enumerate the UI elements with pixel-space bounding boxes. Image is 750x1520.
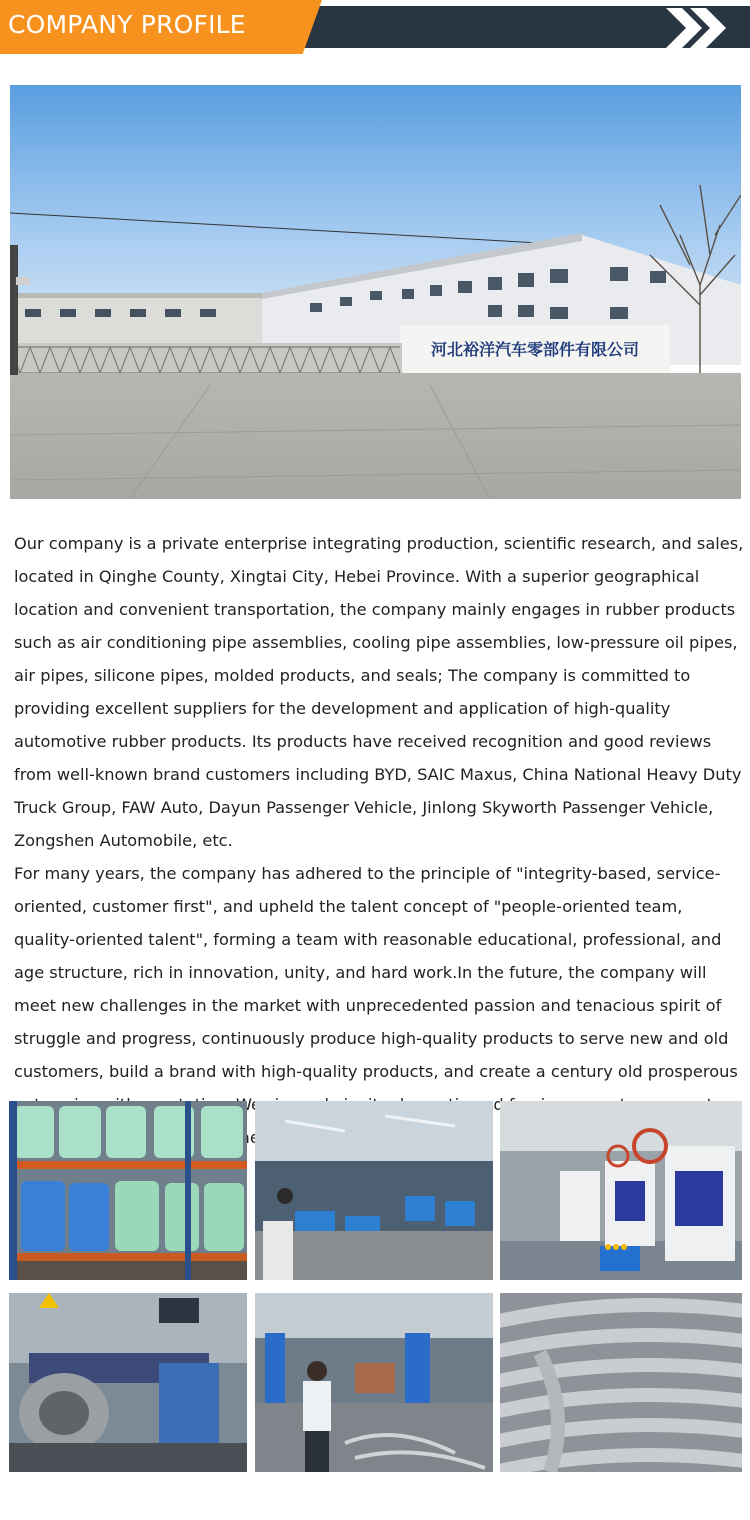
gallery-photo-production-line xyxy=(500,1101,742,1280)
gallery-photo-hose-coils xyxy=(500,1293,742,1472)
double-chevron-right-icon xyxy=(664,8,734,48)
profile-paragraph-1: Our company is a private enterprise integrating production, scientific research, and sales, located in Qinghe County, Xingtai City, Hebei Province. With a superior geographical location and convenient transportation, the company mainly engages in rubber products such as air conditioning pipe assemblies, cooling pipe assemblies, low-pressure oil pipes, air pipes, silicone pipes, molded products, and seals; The company is committed to providing excellent suppliers for the development and application of high-quality automotive rubber products. Its products have received recognition and good reviews from well-known brand customers including BYD, SAIC Maxus, China National Heavy Duty Truck Group, FAW Auto, Dayun Passenger Vehicle, Jinlong Skyworth Passenger Vehicle, Zongshen Automobile, etc. xyxy=(14,534,744,850)
section-header xyxy=(0,0,750,56)
profile-paragraph-2: For many years, the company has adhered to the principle of "integrity-based, service-oriented, customer first", and upheld the talent concept of "people-oriented team, quality-oriented talent", forming a team with reasonable educational, professional, and age structure, rich in innovation, unity, and hard work.In the future, the company will meet new challenges in the market with unprecedented passion and tenacious spirit of struggle and progress, continuously produce high-quality products to serve new and old customers, build a brand with high-quality products, and create a century old prosperous We xyxy=(14,864,738,1114)
section-title: COMPANY PROFILE xyxy=(8,10,246,39)
company-profile-text xyxy=(14,527,744,1154)
company-sign-text: 河北裕洋汽车零部件有限公司 xyxy=(430,340,640,359)
gallery-photo-hose-warehouse xyxy=(9,1101,247,1280)
factory-photo xyxy=(10,85,741,499)
factory-photo-gallery xyxy=(9,1101,742,1473)
gallery-photo-extruder xyxy=(9,1293,247,1472)
gallery-photo-assembly-worker xyxy=(255,1293,493,1472)
gallery-photo-workshop xyxy=(255,1101,493,1280)
